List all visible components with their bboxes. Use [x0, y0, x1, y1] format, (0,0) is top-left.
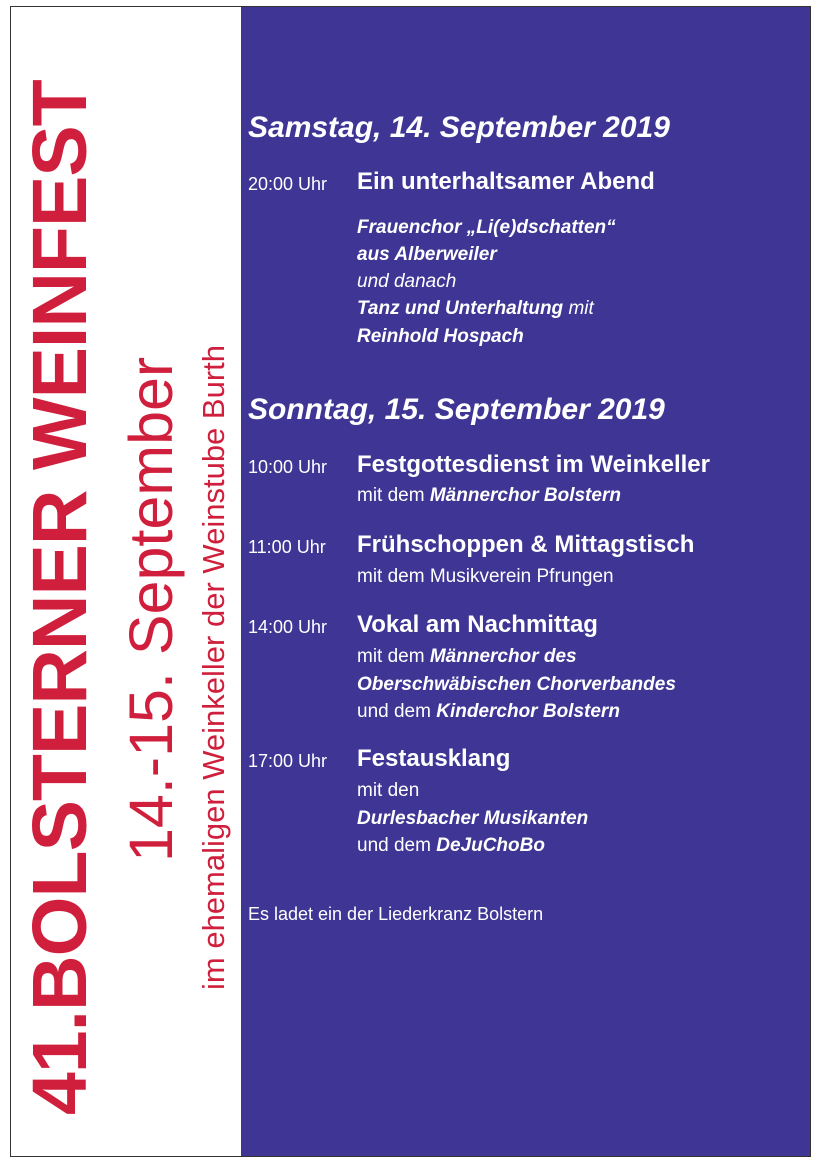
event-1-detail	[357, 485, 621, 507]
saturday-line-3: und danach	[357, 271, 457, 292]
event-1-performer: Männerchor Bolstern	[429, 485, 621, 506]
saturday-line-4	[357, 298, 594, 320]
event-4-title: Festausklang	[357, 745, 511, 772]
saturday-line-2: aus Alberweiler	[357, 244, 497, 265]
event-2-time: 11:00 Uhr	[248, 537, 326, 557]
event-4-performer-3: DeJuChoBo	[436, 835, 545, 856]
event-3-performer-3: Kinderchor Bolstern	[436, 701, 620, 722]
event-4-line-3	[357, 835, 545, 857]
event-3-time: 14:00 Uhr	[248, 617, 328, 637]
event-3-prefix: mit dem	[357, 646, 430, 667]
footer-invitation: Es ladet ein der Liederkranz Bolstern	[248, 904, 544, 924]
sunday-heading: Sonntag, 15. September 2019	[248, 393, 665, 426]
festival-title: 41.BOLSTERNER WEINFEST	[17, 80, 103, 1115]
event-2-detail: mit dem Musikverein Pfrungen	[357, 566, 614, 587]
event-3-line-1	[357, 646, 577, 668]
event-1-title: Festgottesdienst im Weinkeller	[357, 451, 710, 478]
event-3-prefix-3: und dem	[357, 701, 437, 722]
festival-venue: im ehemaligen Weinkeller der Weinstube Burth	[196, 344, 231, 990]
saturday-line-1: Frauenchor „Li(e)dschatten“	[357, 217, 616, 238]
event-4-prefix-3: und dem	[357, 835, 437, 856]
saturday-line-4-performer: Tanz und Unterhaltung	[357, 298, 564, 319]
event-3-line-2: Oberschwäbischen Chorverbandes	[357, 674, 676, 695]
event-4-line-2: Durlesbacher Musikanten	[357, 808, 589, 829]
event-3-line-3	[357, 701, 620, 723]
saturday-event-title: Ein unterhaltsamer Abend	[357, 168, 655, 195]
saturday-time: 20:00 Uhr	[248, 174, 328, 194]
festival-dates: 14.-15. September	[117, 356, 185, 862]
event-2-title: Frühschoppen & Mittagstisch	[357, 531, 695, 558]
event-1-time: 10:00 Uhr	[248, 457, 328, 477]
saturday-line-4-suffix: mit	[563, 298, 594, 319]
event-3-title: Vokal am Nachmittag	[357, 611, 598, 638]
saturday-line-5: Reinhold Hospach	[357, 326, 524, 347]
event-4-line-1: mit den	[357, 780, 420, 801]
event-1-prefix: mit dem	[357, 485, 430, 506]
saturday-heading: Samstag, 14. September 2019	[248, 111, 670, 144]
event-3-performer: Männerchor des	[429, 646, 577, 667]
event-4-time: 17:00 Uhr	[248, 751, 328, 771]
